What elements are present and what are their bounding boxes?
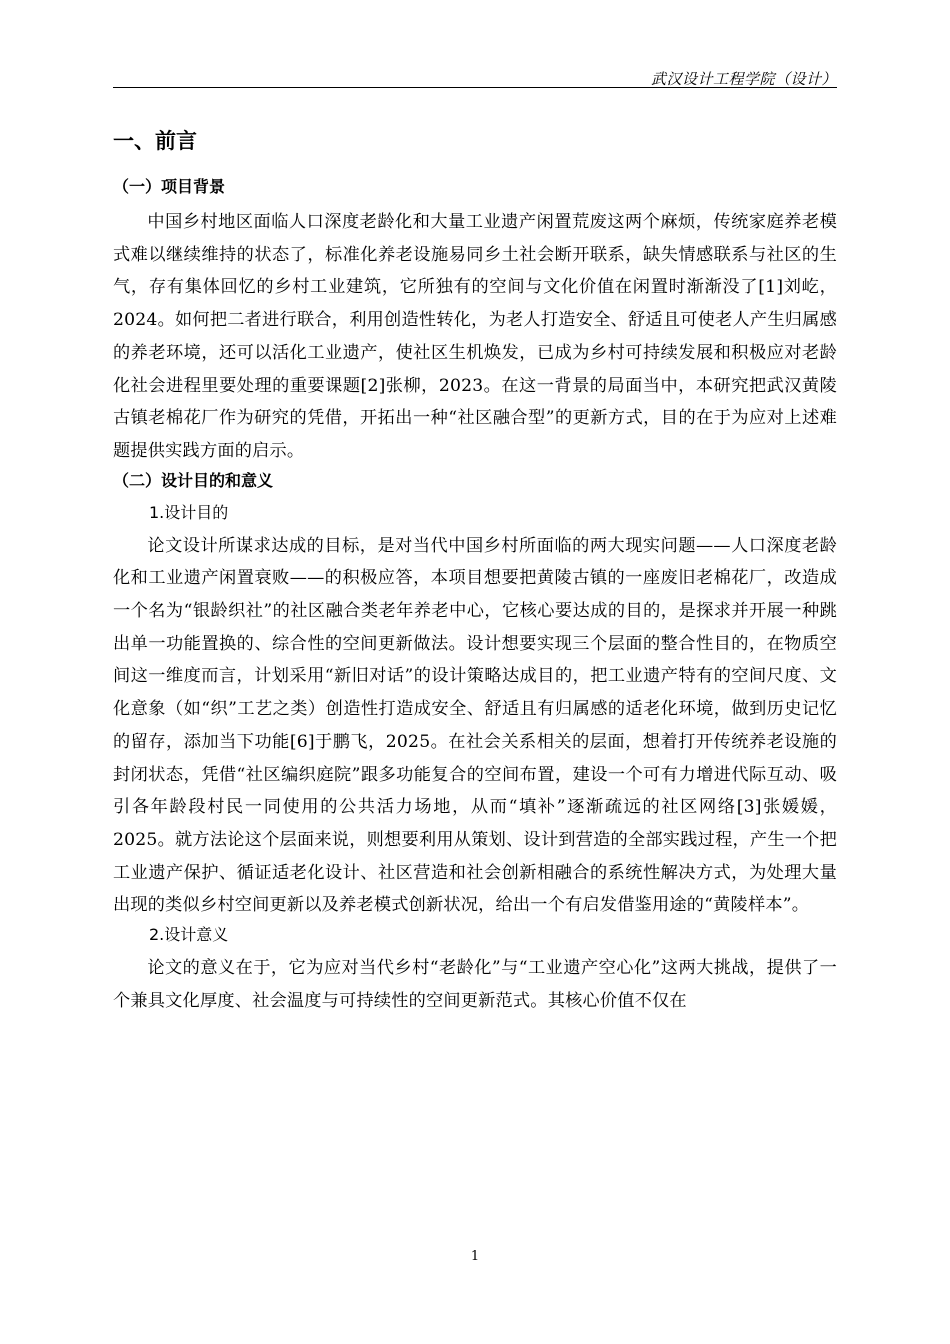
paragraph-design-purpose: 论文设计所谋求达成的目标，是对当代中国乡村所面临的两大现实问题——人口深度老龄化和工业遗产闲置衰败——的积极应答，本项目想要把黄陵古镇的一座废旧老棉花厂，改造成一个名为“银龄织社”的社区融合类老年养老中心，它核心要达成的目的，是探求并开展一种跳出单一功能置换的、综合性的空间更新做法。设计想要实现三个层面的整合性目的，在物质空间这一维度而言，计划采用“新旧对话”的设计策略达成目的，把工业遗产特有的空间尺度、文化意象（如“织”工艺之类）创造性打造成安全、舒适且有归属感的适老化环境，做到历史记忆的留存，添加当下功能[6]于鹏飞，2025。在社会关系相关的层面，想着打开传统养老设施的封闭状态，凭借“社区编织庭院”跟多功能复合的空间布置，建设一个可有力增进代际互动、吸引各年龄段村民一同使用的公共活力场地，从而“填补”逐渐疏远的社区网络[3]张媛媛，2025。就方法论这个层面来说，则想要利用从策划、设计到营造的全部实践过程，产生一个把工业遗产保护、循证适老化设计、社区营造和社会创新相融合的系统性解决方式，为处理大量出现的类似乡村空间更新以及养老模式创新状况，给出一个有启发借鉴用途的“黄陵样本”。	[113, 535, 837, 916]
section-title: 一、前言	[113, 129, 197, 153]
subsection-title-background: （一）项目背景	[113, 177, 226, 196]
item-title-design-purpose: 1.设计目的	[149, 502, 229, 522]
paragraph-background: 中国乡村地区面临人口深度老龄化和大量工业遗产闲置荒废这两个麻烦，传统家庭养老模式难以继续维持的状态了，标准化养老设施易同乡土社会断开联系，缺失情感联系与社区的生气，存有集体回忆的乡村工业建筑，它所独有的空间与文化价值在闲置时渐渐没了[1]刘屹，2024。如何把二者进行联合，利用创造性转化，为老人打造安全、舒适且可使老人产生归属感的养老环境，还可以活化工业遗产，使社区生机焕发，已成为乡村可持续发展和积极应对老龄化社会进程里要处理的重要课题[2]张柳，2023。在这一背景的局面当中，本研究把武汉黄陵古镇老棉花厂作为研究的凭借，开拓出一种“社区融合型”的更新方式，目的在于为应对上述难题提供实践方面的启示。	[113, 212, 837, 461]
paragraph-design-significance: 论文的意义在于，它为应对当代乡村“老龄化”与“工业遗产空心化”这两大挑战，提供了一个兼具文化厚度、社会温度与可持续性的空间更新范式。其核心价值不仅在	[113, 958, 837, 1011]
running-header: 武汉设计工程学院（设计）	[650, 70, 837, 88]
page-number: 1	[470, 1249, 480, 1264]
page-content	[113, 120, 837, 1017]
header-rule	[113, 87, 837, 88]
subsection-title-purpose-significance: （二）设计目的和意义	[113, 470, 274, 490]
item-title-design-significance: 2.设计意义	[149, 925, 229, 945]
